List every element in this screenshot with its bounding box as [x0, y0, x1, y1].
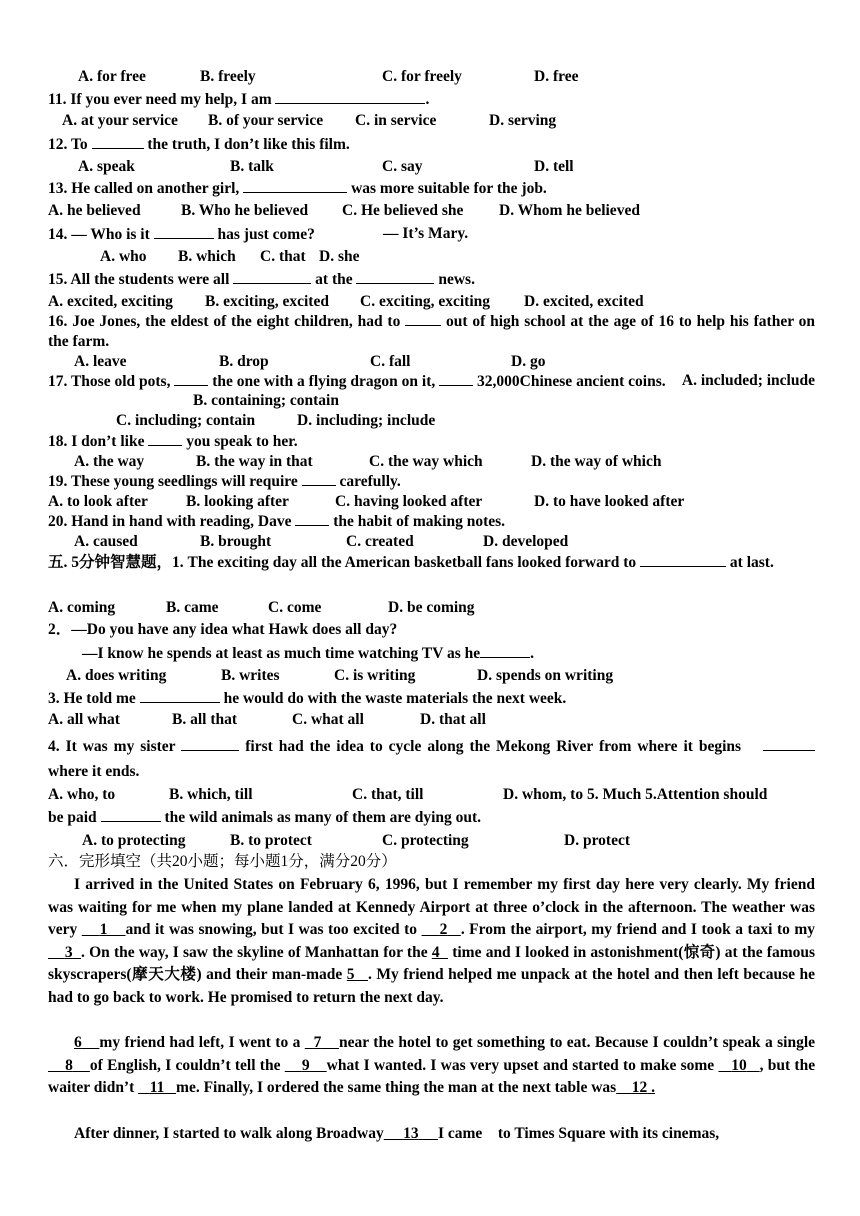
q15-option-b: B. exciting, excited	[205, 293, 329, 310]
s5-q2-stem	[48, 620, 815, 640]
s5-q3-option-a: A. all what	[48, 711, 120, 728]
s6-p3-text-c: to Times Square with its cinemas,	[497, 1125, 720, 1142]
s5-q4-text: 4. It was my sister	[48, 738, 176, 755]
s5-q4-option-a: A. who, to	[48, 786, 116, 803]
cloze-blank-13	[384, 1125, 438, 1142]
s5-q3-end: he would do with the waste materials the next week.	[223, 690, 567, 707]
s5-q5-option-b: B. to protect	[230, 832, 312, 849]
q20-stem-text: 20. Hand in hand with reading, Dave	[48, 513, 292, 530]
q20-option-b: B. brought	[200, 533, 272, 550]
s5-heading: 五. 5分钟智慧题，	[48, 554, 173, 571]
q17-option-a: A. included; include	[681, 372, 815, 389]
s6-p1-text-f: . My friend helped me unpack at the hotel and then left because he had to go back to work. He promised to return the next day.	[48, 966, 816, 1006]
q11-option-d: D. serving	[489, 112, 557, 129]
s5-q2-option-d: D. spends on writing	[477, 667, 614, 684]
q20-option-c: C. created	[346, 533, 414, 550]
q19-option-b: B. looking after	[186, 493, 289, 510]
q15-blank-1	[233, 269, 311, 284]
q17-blank-2	[439, 371, 473, 386]
q17-stem-mid: the one with a flying dragon on it,	[212, 373, 436, 390]
s6-p3-text-b: I came	[437, 1125, 483, 1142]
s5-q3-option-b: B. all that	[172, 711, 238, 728]
s6-p2-text-a: my friend had left, I went to a	[99, 1034, 301, 1051]
cloze-blank-7	[305, 1034, 339, 1051]
q11-blank	[275, 89, 425, 104]
s5-q5-option-c: C. protecting	[382, 832, 469, 849]
q18-stem-end: you speak to her.	[186, 433, 298, 450]
q11-option-c: C. in service	[355, 112, 437, 129]
q17-stem-end: 32,000Chinese ancient coins.	[477, 373, 666, 390]
s5-q1-text: 1. The exciting day all the American basketball fans looked forward to	[172, 554, 637, 571]
cloze-blank-2-number: 2	[439, 921, 448, 938]
s5-q2-reply-text: —I know he spends at least as much time watching TV as he	[82, 645, 481, 662]
cloze-blank-3	[48, 944, 81, 961]
s6-p1-text-a: I arrived in the United States on February 6, 1996, but I remember my first day here very clearly. My friend was waiting for me when my plane landed at Kennedy Airport at three o’clock in the afternoon. The weather was very	[48, 876, 815, 938]
s5-q1-end: at last.	[729, 554, 774, 571]
q12-stem-end: the truth, I don’t like this film.	[147, 136, 350, 153]
q18-blank	[148, 431, 182, 446]
q19-stem	[48, 471, 815, 492]
q18-stem-text: 18. I don’t like	[48, 433, 145, 450]
q10-option-c: C. for freely	[382, 68, 462, 85]
cloze-blank-3-number: 3	[64, 943, 73, 961]
cloze-blank-12-number: 12	[631, 1079, 648, 1096]
s5-q1-option-c: C. come	[268, 599, 322, 616]
q19-option-a: A. to look after	[48, 493, 148, 510]
q12-blank	[92, 134, 144, 149]
s6-p1-text-c: . From the airport, my friend and I took a taxi to my	[460, 921, 816, 938]
q15-stem	[48, 269, 815, 290]
s5-q4-option-b: B. which, till	[169, 786, 253, 803]
q11-option-a: A. at your service	[62, 112, 178, 129]
q18-option-d: D. the way of which	[531, 453, 662, 470]
q15-stem-text: 15. All the students were all	[48, 271, 230, 288]
q16-stem	[48, 311, 815, 352]
q18-option-c: C. the way which	[369, 453, 483, 470]
s6-p2-text-c: of English, I couldn’t tell the	[89, 1056, 281, 1074]
s5-q1-option-d: D. be coming	[388, 599, 475, 616]
q17-blank-1	[174, 371, 208, 386]
q17-option-d: D. including; include	[297, 412, 436, 429]
s5-q4-blank-1	[181, 736, 239, 751]
s5-q2-end: .	[530, 645, 535, 662]
q13-stem-text: 13. He called on another girl,	[48, 180, 240, 197]
s5-q1-stem	[48, 552, 815, 575]
q14-stem-text: 14. — Who is it	[48, 226, 150, 243]
cloze-blank-1-number: 1	[99, 921, 108, 938]
q19-option-c: C. having looked after	[335, 493, 483, 510]
s5-q5-end: the wild animals as many of them are dying out.	[164, 809, 482, 826]
s5-q2-option-b: B. writes	[221, 667, 280, 684]
cloze-blank-9-number: 9	[301, 1056, 310, 1074]
q14-option-d: D. she	[319, 248, 360, 265]
s6-p3-text-a: After dinner, I started to walk along Broadway	[74, 1125, 384, 1142]
s5-q5-option-d: D. protect	[564, 832, 630, 849]
s6-heading: 六．完形填空（共20小题；每小题1分，满分20分）	[48, 853, 397, 870]
cloze-blank-8	[48, 1057, 90, 1074]
s6-p2-text-g: .	[651, 1079, 655, 1096]
s6-paragraph-1	[48, 874, 815, 1009]
s5-q3-option-c: C. what all	[292, 711, 364, 728]
q16-stem-text: 16. Joe Jones, the eldest of the eight children, had to	[48, 313, 401, 330]
q15-stem-mid: at the	[315, 271, 353, 288]
s6-paragraph-2	[48, 1032, 815, 1100]
s5-q5-option-a: A. to protecting	[82, 832, 186, 849]
s6-p2-text-d: what I wanted. I was very upset and started to make some	[326, 1056, 715, 1074]
q13-option-c: C. He believed she	[342, 202, 464, 219]
q14-option-c: C. that	[260, 248, 306, 265]
cloze-blank-6-number: 6	[74, 1034, 82, 1051]
q20-blank	[295, 511, 329, 526]
s5-q3-blank	[140, 688, 220, 703]
s5-q1-option-a: A. coming	[48, 599, 116, 616]
q13-option-d: D. Whom he believed	[499, 202, 640, 219]
q16-option-d: D. go	[511, 353, 546, 370]
s5-q4-blank-2	[763, 736, 815, 751]
q11-stem-text: 11. If you ever need my help, I am	[48, 91, 272, 108]
q11-option-b: B. of your service	[208, 112, 324, 129]
q10-option-a: A. for free	[78, 68, 146, 85]
q15-option-d: D. excited, excited	[524, 293, 644, 310]
q14-blank	[154, 224, 214, 239]
s6-p1-text-d: . On the way, I saw the skyline of Manhattan for the	[81, 943, 428, 961]
q15-option-c: C. exciting, exciting	[360, 293, 491, 310]
cloze-blank-11	[138, 1079, 176, 1096]
s6-p2-text-f: me. Finally, I ordered the same thing the man at the next table was	[176, 1079, 617, 1096]
s5-q2-blank	[480, 643, 530, 658]
s6-paragraph-3	[74, 1124, 815, 1144]
cloze-blank-9	[285, 1057, 327, 1074]
q14-stem	[48, 224, 815, 245]
s5-q5-stem	[48, 807, 815, 828]
s6-p1-text-b: and it was snowing, but I was too excited to	[125, 921, 418, 938]
s5-q1-blank	[640, 552, 726, 567]
q17-stem-text: 17. Those old pots,	[48, 373, 171, 390]
q13-option-a: A. he believed	[48, 202, 141, 219]
q14-option-b: B. which	[178, 248, 236, 265]
cloze-blank-7-number: 7	[313, 1034, 322, 1051]
q12-option-d: D. tell	[534, 158, 574, 175]
s5-q4-mid: first had the idea to cycle along the Mekong River from where it begins	[245, 738, 742, 755]
q10-option-d: D. free	[534, 68, 579, 85]
q19-option-d: D. to have looked after	[534, 493, 685, 510]
s5-q5-blank	[101, 807, 161, 822]
q16-option-c: C. fall	[370, 353, 411, 370]
s5-q4-option-d: D. whom, to 5. Much 5.Attention should	[503, 786, 768, 803]
q18-option-b: B. the way in that	[196, 453, 313, 470]
s5-q5-text: be paid	[48, 809, 97, 826]
cloze-blank-12	[616, 1079, 655, 1096]
q16-option-a: A. leave	[74, 353, 127, 370]
cloze-blank-8-number: 8	[65, 1056, 73, 1074]
q20-stem-end: the habit of making notes.	[333, 513, 506, 530]
s6-p2-text-e: , but the waiter didn’t	[48, 1056, 816, 1096]
q13-blank	[243, 178, 347, 193]
q13-stem-end: was more suitable for the job.	[351, 180, 547, 197]
s5-q2-option-c: C. is writing	[334, 667, 416, 684]
q14-option-a: A. who	[100, 248, 147, 265]
s5-q4-end: where it ends.	[48, 763, 140, 780]
s5-q4-option-c: C. that, till	[352, 786, 424, 803]
s6-p1-text-e: time and I looked in astonishment(惊奇) at the famous skyscrapers(摩天大楼) and their man-made	[48, 943, 816, 983]
q15-option-a: A. excited, exciting	[48, 293, 173, 310]
s5-q3-stem	[48, 688, 815, 709]
cloze-blank-2	[422, 921, 461, 938]
q11-stem-end: .	[425, 91, 430, 108]
q14-stem-mid: has just come?	[217, 226, 315, 243]
s5-q2-reply	[82, 643, 815, 664]
q15-blank-2	[356, 269, 434, 284]
q17-option-c: C. including; contain	[116, 412, 256, 429]
cloze-blank-1	[82, 921, 126, 938]
q17-stem	[48, 371, 815, 392]
q12-option-b: B. talk	[230, 158, 274, 175]
q20-option-a: A. caused	[74, 533, 138, 550]
q14-answer-line: — It’s Mary.	[383, 225, 469, 242]
q16-stem-end: out of high school at the age of 16 to help his father on the farm.	[48, 313, 815, 350]
q10-option-b: B. freely	[200, 68, 256, 85]
s6-p2-text-b: near the hotel to get something to eat. Because I couldn’t speak a single	[339, 1034, 816, 1051]
q19-stem-end: carefully.	[339, 473, 401, 490]
cloze-blank-13-number: 13	[403, 1125, 419, 1142]
q19-blank	[302, 471, 336, 486]
cloze-blank-5-number: 5	[346, 966, 355, 983]
q12-stem	[48, 134, 815, 155]
q20-stem	[48, 511, 815, 532]
s5-q2-option-a: A. does writing	[66, 667, 167, 684]
q18-stem	[48, 431, 815, 452]
s5-q1-option-b: B. came	[166, 599, 219, 616]
q13-option-b: B. Who he believed	[181, 202, 309, 219]
q19-stem-text: 19. These young seedlings will require	[48, 473, 298, 490]
s5-q3-text: 3. He told me	[48, 690, 136, 707]
cloze-blank-6	[74, 1034, 99, 1051]
cloze-blank-4	[432, 944, 448, 961]
cloze-blank-10	[718, 1057, 759, 1074]
cloze-blank-5	[347, 966, 368, 983]
q12-stem-text: 12. To	[48, 136, 88, 153]
q11-stem	[48, 89, 815, 110]
cloze-blank-10-number: 10	[731, 1056, 747, 1074]
q16-option-b: B. drop	[219, 353, 269, 370]
q20-option-d: D. developed	[483, 533, 569, 550]
s5-q2-text: 2．—Do you have any idea what Hawk does all day?	[48, 621, 398, 638]
q13-stem	[48, 178, 815, 199]
q18-option-a: A. the way	[74, 453, 145, 470]
s5-q3-option-d: D. that all	[420, 711, 486, 728]
q12-option-a: A. speak	[78, 158, 135, 175]
s5-q4-stem	[48, 734, 815, 784]
q12-option-c: C. say	[382, 158, 423, 175]
cloze-blank-11-number: 11	[149, 1079, 165, 1096]
q16-blank	[405, 311, 441, 326]
q17-option-b: B. containing; contain	[193, 392, 339, 409]
cloze-blank-4-number: 4	[431, 943, 440, 961]
q15-stem-end: news.	[438, 271, 475, 288]
